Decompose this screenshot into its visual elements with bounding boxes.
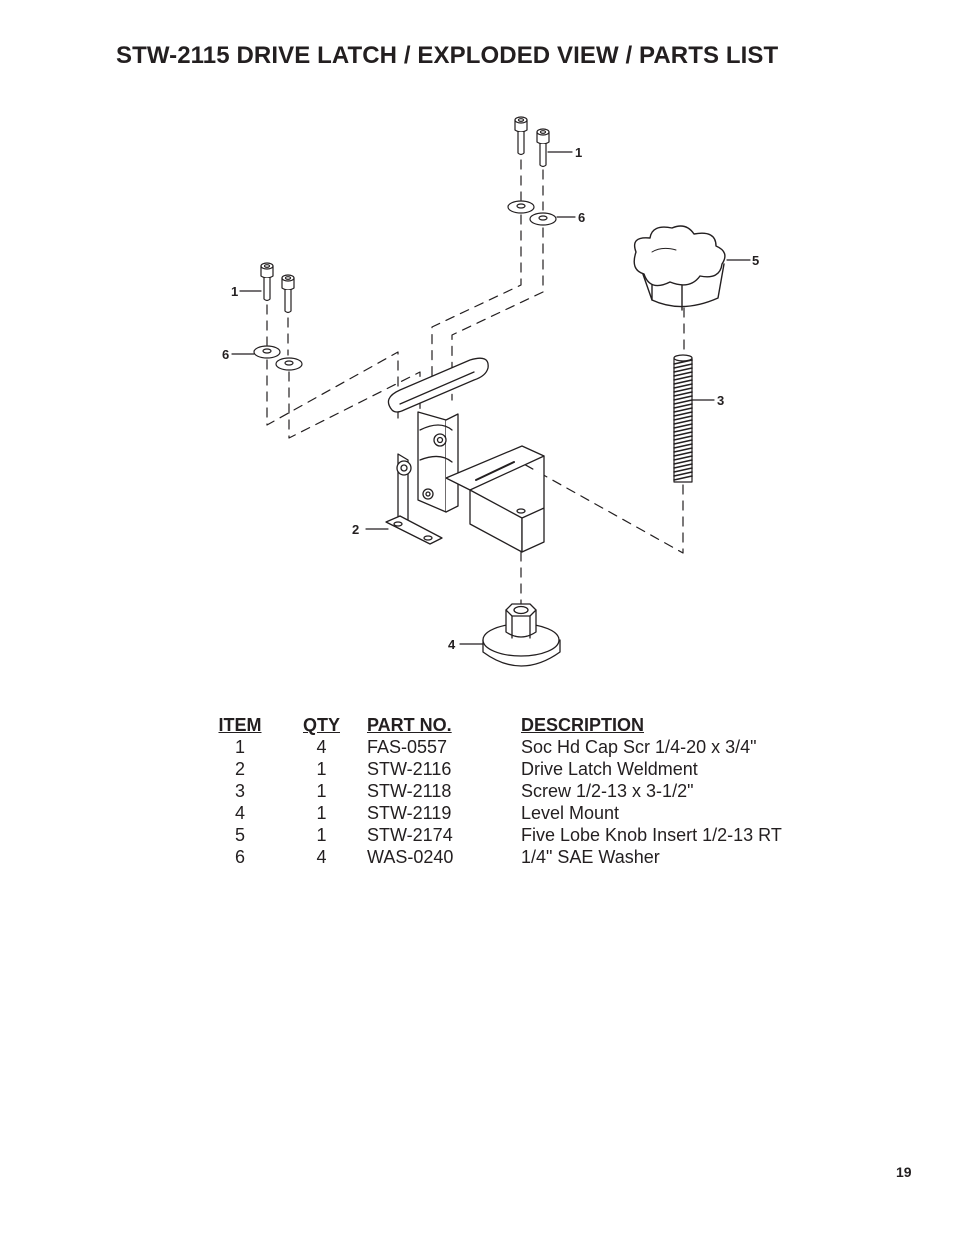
callout-5: 5	[752, 253, 760, 268]
row-qty: 1	[316, 781, 327, 801]
row-item: 1	[234, 737, 245, 757]
washer-left-b	[276, 358, 302, 370]
page-number: 19	[896, 1164, 912, 1180]
header-part-no: PART NO.	[367, 715, 452, 735]
leader-lines	[232, 152, 750, 644]
table-header-row	[196, 714, 821, 736]
parts-list-table	[196, 714, 821, 868]
table-row	[196, 824, 821, 846]
callout-4: 4	[448, 637, 456, 652]
header-description: DESCRIPTION	[521, 715, 645, 735]
screw-left-b	[282, 275, 294, 313]
five-lobe-knob	[634, 226, 725, 310]
row-item: 3	[234, 781, 245, 801]
callout-1-left: 1	[231, 284, 239, 299]
row-description: Level Mount	[521, 803, 620, 823]
row-qty: 1	[316, 803, 327, 823]
screw-top-b	[537, 129, 549, 167]
callout-2: 2	[352, 522, 360, 537]
row-item: 4	[234, 803, 245, 823]
row-part-no: STW-2118	[367, 781, 452, 801]
table-row	[196, 758, 821, 780]
row-item: 6	[234, 847, 245, 867]
callout-1-top: 1	[575, 145, 583, 160]
callout-3: 3	[717, 393, 725, 408]
page-title: STW-2115 DRIVE LATCH / EXPLODED VIEW / PARTS LIST	[116, 42, 779, 69]
row-item: 5	[234, 825, 245, 845]
header-qty: QTY	[302, 715, 340, 735]
row-qty: 4	[316, 847, 327, 867]
threaded-rod	[674, 355, 692, 482]
row-part-no: WAS-0240	[367, 847, 454, 867]
row-qty: 4	[316, 737, 327, 757]
row-qty: 1	[316, 759, 327, 779]
screw-top-a	[515, 117, 527, 155]
drive-latch	[386, 358, 544, 552]
row-part-no: STW-2116	[367, 759, 452, 779]
screw-left-a	[261, 263, 273, 301]
table-row	[196, 846, 821, 868]
callout-6-left: 6	[222, 347, 230, 362]
row-description: Soc Hd Cap Scr 1/4-20 x 3/4"	[521, 737, 757, 757]
row-part-no: FAS-0557	[367, 737, 448, 757]
row-qty: 1	[316, 825, 327, 845]
washer-left-a	[254, 346, 280, 358]
washer-top-a	[508, 201, 534, 213]
row-description: Drive Latch Weldment	[521, 759, 698, 779]
row-part-no: STW-2119	[367, 803, 452, 823]
row-description: Screw 1/2-13 x 3-1/2"	[521, 781, 694, 801]
assembly-lines	[267, 160, 684, 605]
table-row	[196, 780, 821, 802]
row-part-no: STW-2174	[367, 825, 453, 845]
row-description: Five Lobe Knob Insert 1/2-13 RT	[521, 825, 782, 845]
callout-6-top: 6	[578, 210, 586, 225]
exploded-view-diagram	[0, 100, 954, 700]
level-mount	[483, 604, 560, 666]
table-row	[196, 736, 821, 758]
header-item: ITEM	[218, 715, 262, 735]
table-row	[196, 802, 821, 824]
washer-top-b	[530, 213, 556, 225]
row-description: 1/4" SAE Washer	[521, 847, 660, 867]
row-item: 2	[234, 759, 245, 779]
